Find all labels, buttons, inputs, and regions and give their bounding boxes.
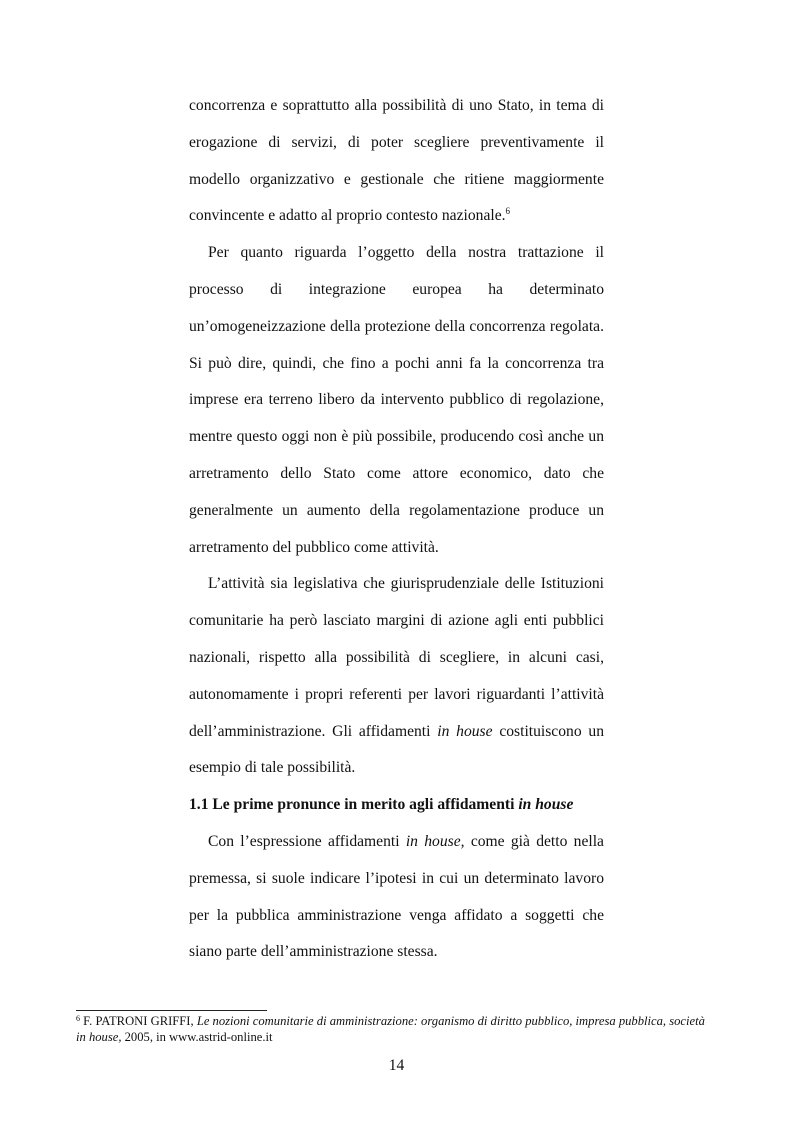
- page-number: 14: [388, 1057, 405, 1074]
- italic-term: in house: [437, 722, 493, 740]
- footnote-source: 2005, in www.astrid-online.it: [121, 1029, 273, 1044]
- paragraph-4: Con l’espressione affidamenti in house, come già detto nella premessa, si suole indicare l’ipotesi in cui un determinato lavoro per la pubblica amministrazione venga affidato a soggetti che siano parte dell’amministrazione stessa.: [189, 832, 604, 961]
- footnote-title: Le nozioni comunitarie di amministrazione: organismo di diritto pubblico, impresa pubblica, società in house,: [76, 1014, 705, 1044]
- paragraph-3: L’attività sia legislativa che giurisprudenziale delle Istituzioni comunitarie ha però lasciato margini di azione agli enti pubblici nazionali, rispetto alla possibilità di scegliere, in alcuni casi, autonomamente i propri referenti per lavori riguardanti l’attività dell’amministrazione. Gli affidamenti in house costituiscono un esempio di tale possibilità.: [189, 575, 604, 777]
- footnote-number: 6: [76, 1014, 80, 1023]
- paragraph-1: concorrenza e soprattutto alla possibilità di uno Stato, in tema di erogazione di servizi, di poter scegliere preventivamente il modello organizzativo e gestionale che ritiene maggiormente convincente e adatto al proprio contesto nazionale.$^6$: [189, 97, 604, 225]
- footnote-reference[interactable]: 6: [505, 206, 511, 217]
- footnote: $^6$ F. PATRONI GRIFFI, Le nozioni comunitarie di amministrazione: organismo di diritto pubblico, impresa pubblica, società in house, 2005, in www.astrid-online.it: [76, 1014, 705, 1044]
- body-text: [189, 88, 604, 971]
- italic-term: in house,: [405, 832, 465, 850]
- paragraph-2: Per quanto riguarda l’oggetto della nostra trattazione il processo di integrazione europea ha determinato un’omogeneizzazione della protezione della concorrenza regolata. Si può dire, quindi, che fino a pochi anni fa la concorrenza tra imprese era terreno libero da intervento pubblico di regolazione, mentre questo oggi non è più possibile, producendo così anche un arretramento dello Stato come attore economico, dato che generalmente un aumento della regolamentazione produce un arretramento del pubblico come attività.: [189, 244, 604, 556]
- section-heading: 1.1 Le prime pronunce in merito agli affidamenti in house: [189, 796, 574, 814]
- footnote-divider: [76, 1010, 267, 1011]
- heading-italic-term: in house: [518, 796, 574, 814]
